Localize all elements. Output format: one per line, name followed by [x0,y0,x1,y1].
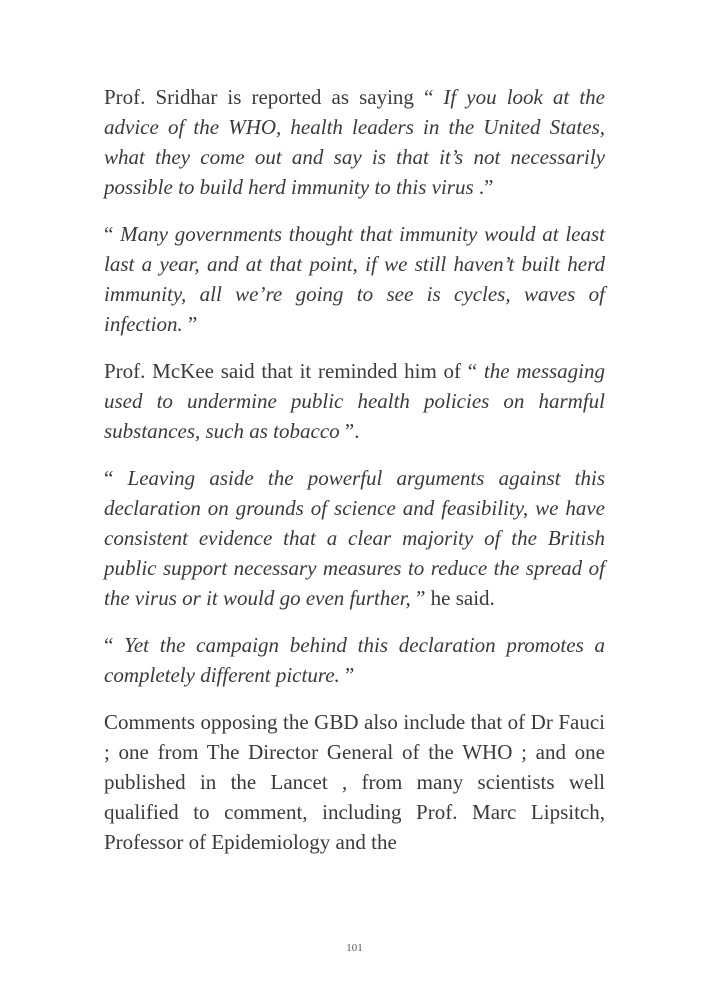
paragraph-text: Prof. McKee said that it reminded him of “ [104,359,484,383]
paragraph-text: ” [182,312,198,336]
paragraph-text: ”. [339,419,360,443]
paragraph-text: ” he said. [410,586,495,610]
paragraph-mckee-quote [104,356,605,446]
page-number: 101 [346,942,363,954]
page-body [104,82,605,874]
paragraph-text: ” [339,663,355,687]
quoted-text: Many governments thought that immunity would at least last a year, and at that point, if we still haven’t built herd immunity, all we’re going to see is cycles, waves of infection. [104,222,606,336]
paragraph-text: Prof. Sridhar is reported as saying “ [104,85,444,109]
paragraph-gbd-comments [104,707,605,857]
quoted-text: Leaving aside the powerful arguments against this declaration on grounds of science and feasibility, we have consistent evidence that a clear majority of the British public support necessary measures to reduce the spread of the virus or it would go even further, [104,466,605,610]
paragraph-text: “ [104,222,121,246]
paragraph-leaving-aside-quote [104,463,605,613]
paragraph-text: .” [473,175,494,199]
paragraph-text: “ [104,466,128,490]
paragraph-campaign-quote [104,630,605,690]
quoted-text: Yet the campaign behind this declaration promotes a completely different picture. [104,633,605,687]
paragraph-governments-quote [104,219,605,339]
paragraph-text: Comments opposing the GBD also include that of Dr Fauci ; one from The Director General of the WHO ; and one published in the Lancet , from many scientists well qualified to comment, including Prof. Marc Lipsitch, Professor of Epidemiology and the [104,710,605,854]
quoted-text: If you look at the advice of the WHO, health leaders in the United States, what they come out and say is that it’s not necessarily possible to build herd immunity to this virus [104,85,605,199]
quoted-text: the messaging used to undermine public health policies on harmful substances, such as tobacco [104,359,605,443]
paragraph-sridhar-quote [104,82,605,202]
paragraph-text: “ [104,633,125,657]
